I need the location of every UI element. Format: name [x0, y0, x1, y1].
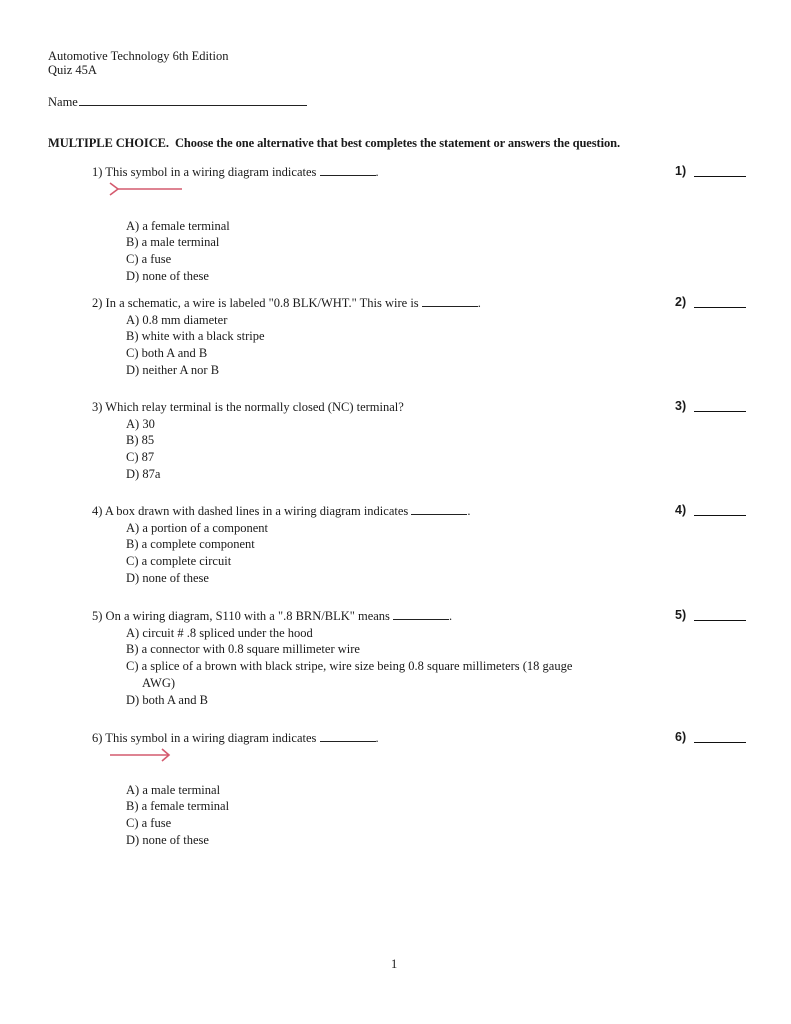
- name-field[interactable]: [48, 93, 307, 109]
- name-input-line[interactable]: [79, 93, 307, 106]
- question-stem: 4) A box drawn with dashed lines in a wiring diagram indicates .: [92, 504, 471, 518]
- question-stem: 2) In a schematic, a wire is labeled "0.8 BLK/WHT." This wire is .: [92, 296, 481, 310]
- answer-blank-3[interactable]: [694, 411, 746, 412]
- answer-blank-6[interactable]: [694, 742, 746, 743]
- options-list: [92, 782, 672, 849]
- question-6: [92, 730, 672, 849]
- question-2: [92, 295, 672, 379]
- inline-blank: [411, 504, 467, 515]
- options-list: [92, 312, 672, 379]
- inline-blank: [320, 731, 376, 742]
- question-3: [92, 399, 672, 483]
- options-list: [92, 416, 672, 483]
- answer-label-4: 4): [675, 503, 687, 517]
- options-list: [92, 218, 672, 285]
- quiz-title: Quiz 45A: [48, 63, 97, 77]
- option-d[interactable]: D) none of these: [126, 570, 209, 585]
- answer-label-6: 6): [675, 730, 687, 744]
- option-b[interactable]: B) a female terminal: [126, 799, 230, 814]
- answer-label-3: 3): [675, 399, 687, 413]
- option-a[interactable]: A) 30: [126, 416, 155, 431]
- answer-blank-2[interactable]: [694, 307, 746, 308]
- option-d[interactable]: D) none of these: [126, 832, 209, 847]
- name-label: Name: [48, 95, 78, 109]
- options-list: [92, 520, 672, 587]
- female-terminal-symbol-icon: [108, 182, 184, 196]
- option-a[interactable]: A) a female terminal: [126, 218, 230, 233]
- option-c[interactable]: C) 87: [126, 450, 155, 465]
- question-stem: 5) On a wiring diagram, S110 with a ".8 BRN/BLK" means .: [92, 609, 453, 623]
- answer-label-2: 2): [675, 295, 687, 309]
- question-stem: 3) Which relay terminal is the normally closed (NC) terminal?: [92, 400, 404, 414]
- option-b[interactable]: B) white with a black stripe: [126, 329, 265, 344]
- option-d[interactable]: D) both A and B: [126, 692, 208, 707]
- option-a[interactable]: A) a male terminal: [126, 782, 221, 797]
- question-stem: 6) This symbol in a wiring diagram indicates .: [92, 731, 379, 745]
- instructions: [48, 136, 620, 151]
- option-b[interactable]: B) a connector with 0.8 square millimeter wire: [126, 642, 360, 657]
- option-b[interactable]: B) 85: [126, 433, 155, 448]
- option-c[interactable]: C) a complete circuit: [126, 554, 232, 569]
- inline-blank: [422, 296, 478, 307]
- question-4: [92, 503, 672, 587]
- answer-label-1: 1): [675, 164, 687, 178]
- option-c[interactable]: C) a fuse: [126, 252, 172, 267]
- inline-blank: [320, 165, 376, 176]
- instructions-text: Choose the one alternative that best completes the statement or answers the question.: [174, 136, 620, 150]
- question-5: [92, 608, 672, 708]
- option-c[interactable]: C) a splice of a brown with black stripe, wire size being 0.8 square millimeters (18 gauge AWG): [126, 658, 672, 691]
- male-terminal-symbol-icon: [108, 748, 172, 762]
- option-a[interactable]: A) 0.8 mm diameter: [126, 312, 228, 327]
- book-title: Automotive Technology 6th Edition: [48, 49, 229, 63]
- page-number: 1: [391, 957, 398, 971]
- option-d[interactable]: D) 87a: [126, 466, 161, 481]
- option-d[interactable]: D) neither A nor B: [126, 362, 220, 377]
- section-label: MULTIPLE CHOICE.: [48, 136, 169, 150]
- option-a[interactable]: A) a portion of a component: [126, 520, 268, 535]
- option-b[interactable]: B) a male terminal: [126, 235, 220, 250]
- options-list: [92, 625, 672, 709]
- option-d[interactable]: D) none of these: [126, 268, 209, 283]
- option-c[interactable]: C) a fuse: [126, 816, 172, 831]
- answer-blank-1[interactable]: [694, 176, 746, 177]
- answer-blank-4[interactable]: [694, 515, 746, 516]
- option-c[interactable]: C) both A and B: [126, 346, 208, 361]
- question-stem: 1) This symbol in a wiring diagram indicates .: [92, 165, 379, 179]
- option-b[interactable]: B) a complete component: [126, 537, 255, 552]
- inline-blank: [393, 609, 449, 620]
- answer-blank-5[interactable]: [694, 620, 746, 621]
- option-c-continuation: AWG): [142, 675, 176, 690]
- option-a[interactable]: A) circuit # .8 spliced under the hood: [126, 625, 313, 640]
- answer-label-5: 5): [675, 608, 687, 622]
